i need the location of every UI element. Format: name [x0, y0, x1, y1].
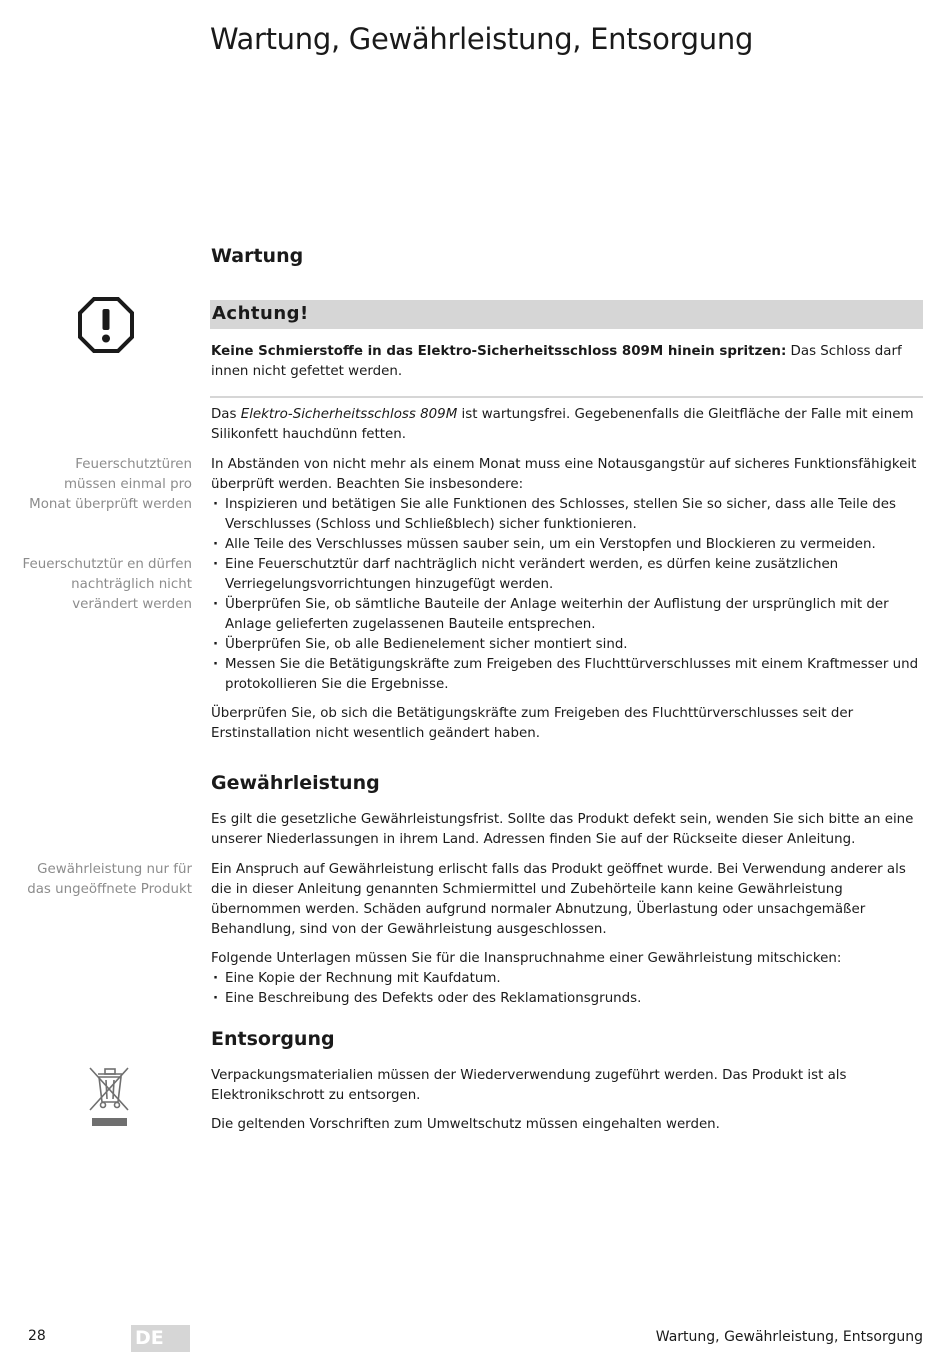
warning-body-text: Das Schloss darf innen nicht gefettet werden.: [211, 344, 902, 379]
section-heading-gewaehrleistung: Gewährleistung: [211, 772, 380, 794]
footer-title: Wartung, Gewährleistung, Entsorgung: [655, 1329, 923, 1345]
side-note-feuerschutz-pruefung: Feuerschutztüren müssen einmal pro Monat überprüft werden: [29, 457, 192, 512]
page-title: Wartung, Gewährleistung, Entsorgung: [210, 22, 754, 56]
wartung-bullet-list: [211, 495, 923, 695]
wartung-checklist: [211, 455, 923, 695]
wartung-paragraph-1: [211, 405, 923, 445]
gewaehr-paragraph-3: Folgende Unterlagen müssen Sie für die Inanspruchnahme einer Gewährleistung mitschicken:: [211, 951, 842, 966]
list-item: · Messen Sie die Betätigungskräfte zum Freigeben des Fluchttürverschlusses mit einem Kraftmesser und protokollieren Sie die Ergebnisse.: [211, 655, 923, 695]
divider: [210, 396, 923, 398]
warning-octagon-icon: [77, 296, 135, 354]
section-heading-entsorgung: Entsorgung: [211, 1028, 335, 1050]
gewaehr-paragraph-1: Es gilt die gesetzliche Gewährleistungsfrist. Sollte das Produkt defekt sein, wenden Sie sich bitte an eine unserer Niederlassungen in ihrem Land. Adressen finden Sie auf der Rückseite dieser Anleitung.: [211, 812, 914, 847]
page-number: 28: [28, 1328, 46, 1344]
list-item: · Überprüfen Sie, ob sämtliche Bauteile der Anlage weiterhin der Auflistung der ursprünglich mit der Anlage gelieferten zugelassenen Bauteile entsprechen.: [211, 595, 923, 635]
warning-text: [211, 342, 923, 382]
language-tab: DE: [131, 1325, 190, 1352]
entsorgung-paragraph-1: Verpackungsmaterialien müssen der Wiederverwendung zugeführt werden. Das Produkt ist als Elektronikschrott zu entsorgen.: [211, 1068, 847, 1103]
list-item: · Alle Teile des Verschlusses müssen sauber sein, um ein Verstopfen und Blockieren zu vermeiden.: [211, 535, 923, 555]
gewaehr-paragraph-2: Ein Anspruch auf Gewährleistung erlischt falls das Produkt geöffnet wurde. Bei Verwendung anderer als die in dieser Anleitung genannten Schmiermittel und Zubehörteile kann keine Gewährleistung übernommen werden. Schäden aufgrund normaler Abnutzung, Überlastung oder unsachgemäßer Behandlung, sind von der Gewährleistung ausgeschlossen.: [211, 862, 906, 937]
wartung-paragraph-2: In Abständen von nicht mehr als einem Monat muss eine Notausgangstür auf sicheres Funktionsfähigkeit überprüft werden. Beachten Sie insbesondere:: [211, 457, 917, 492]
side-note-feuerschutz-veraenderung: Feuerschutztür en dürfen nachträglich nicht verändert werden: [22, 557, 192, 612]
gewaehr-bullet-list: [211, 969, 923, 1009]
side-note-gewaehrleistung: Gewährleistung nur für das ungeöffnete Produkt: [27, 862, 192, 897]
list-item: · Eine Feuerschutztür darf nachträglich nicht verändert werden, es dürfen keine zusätzlichen Verriegelungsvorrichtungen hinzugefügt werden.: [211, 555, 923, 595]
wartung-paragraph-3: Überprüfen Sie, ob sich die Betätigungskräfte zum Freigeben des Fluchttürverschlusses seit der Erstinstallation nicht wesentlich geändert haben.: [211, 706, 854, 741]
list-item: · Inspizieren und betätigen Sie alle Funktionen des Schlosses, stellen Sie so sicher, dass alle Teile des Verschlusses (Schloss und Schließblech) sicher funktionieren.: [211, 495, 923, 535]
warning-title: Achtung!: [212, 303, 309, 324]
warning-banner: [210, 300, 923, 329]
warning-bold-text: Keine Schmierstoffe in das Elektro-Sicherheitsschloss 809M hinein spritzen:: [211, 344, 787, 359]
list-item: · Eine Kopie der Rechnung mit Kaufdatum.: [211, 969, 923, 989]
section-heading-wartung: Wartung: [211, 245, 304, 267]
gewaehr-documents: [211, 949, 923, 1009]
weee-crossed-bin-icon: [86, 1064, 132, 1128]
list-item: · Überprüfen Sie, ob alle Bedienelement sicher montiert sind.: [211, 635, 923, 655]
entsorgung-paragraph-2: Die geltenden Vorschriften zum Umweltschutz müssen eingehalten werden.: [211, 1117, 720, 1132]
list-item: · Eine Beschreibung des Defekts oder des Reklamationsgrunds.: [211, 989, 923, 1009]
text-span: Das: [211, 407, 241, 422]
product-name: Elektro-Sicherheitsschloss 809M: [240, 407, 458, 422]
text-span: ist wartungsfrei. Gegebenenfalls die Gleitfläche der Falle mit einem Silikonfett hauchdünn fetten.: [211, 407, 914, 442]
